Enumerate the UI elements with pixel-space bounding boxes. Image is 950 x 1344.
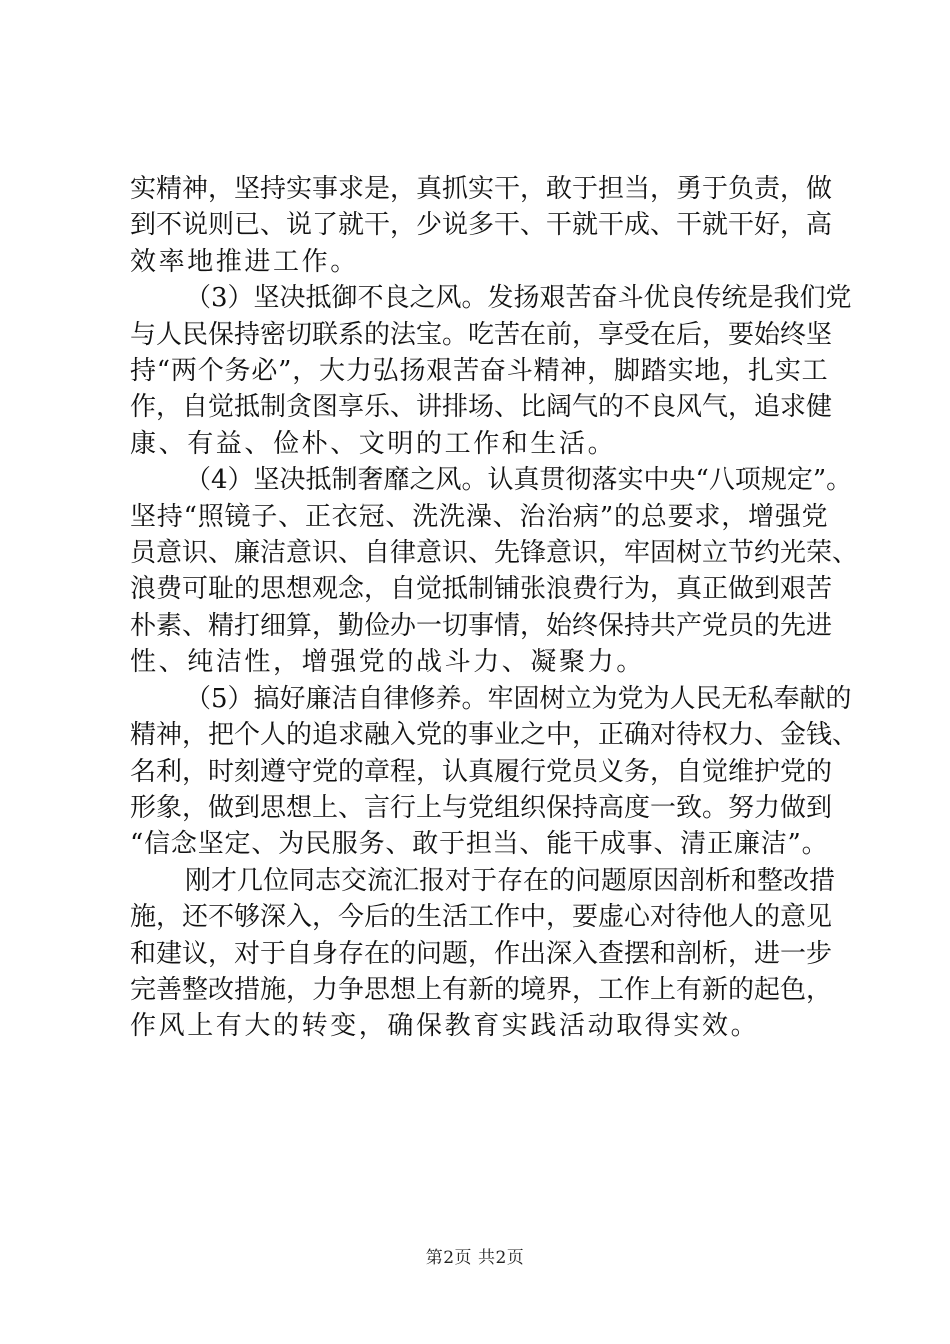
body-paragraph	[130, 462, 859, 680]
paragraph-line: 完善整改措施，力争思想上有新的境界，工作上有新的起色，	[130, 974, 833, 1005]
body-paragraph	[130, 171, 833, 280]
body-paragraph	[130, 280, 852, 462]
paragraph-line: 作，自觉抵制贪图享乐、讲排场、比阔气的不良风气，追求健	[130, 392, 833, 423]
paragraph-line: 浪费可耻的思想观念，自觉抵制铺张浪费行为，真正做到艰苦	[130, 574, 833, 605]
paragraph-line: （3）坚决抵御不良之风。发扬艰苦奋斗优良传统是我们党	[185, 283, 852, 314]
body-paragraph	[130, 681, 859, 863]
paragraph-line: 性、纯洁性，增强党的战斗力、凝聚力。	[130, 647, 645, 678]
paragraph-line: （4）坚决抵制奢靡之风。认真贯彻落实中央“八项规定”。	[185, 465, 853, 496]
paragraph-line: 形象，做到思想上、言行上与党组织保持高度一致。努力做到	[130, 792, 833, 823]
paragraph-line: 康、有益、俭朴、文明的工作和生活。	[130, 428, 617, 459]
paragraph-line: 实精神，坚持实事求是，真抓实干，敢于担当，勇于负责，做	[130, 174, 833, 204]
body-paragraph	[130, 863, 836, 1045]
paragraph-line: 效率地推进工作。	[130, 246, 359, 277]
paragraph-line: “信念坚定、为民服务、敢于担当、能干成事、清正廉洁”。	[130, 829, 829, 860]
page-footer: 第2页 共2页	[425, 1248, 525, 1268]
paragraph-line: 到不说则已、说了就干，少说多干、干就干成、干就干好，高	[130, 210, 833, 241]
paragraph-line: 精神，把个人的追求融入党的事业之中，正确对待权力、金钱、	[130, 720, 859, 751]
paragraph-line: 作风上有大的转变，确保教育实践活动取得实效。	[130, 1011, 760, 1042]
paragraph-line: （5）搞好廉洁自律修养。牢固树立为党为人民无私奉献的	[185, 683, 852, 714]
paragraph-line: 朴素、精打细算，勤俭办一切事情，始终保持共产党员的先进	[130, 610, 833, 641]
paragraph-line: 持“两个务必”，大力弘扬艰苦奋斗精神，脚踏实地，扎实工	[130, 356, 829, 387]
paragraph-line: 坚持“照镜子、正衣冠、洗洗澡、治治病”的总要求，增强党	[130, 501, 829, 532]
paragraph-line: 名利，时刻遵守党的章程，认真履行党员义务，自觉维护党的	[130, 756, 833, 787]
paragraph-line: 和建议，对于自身存在的问题，作出深入查摆和剖析，进一步	[130, 938, 833, 969]
paragraph-line: 员意识、廉洁意识、自律意识、先锋意识，牢固树立节约光荣、	[130, 538, 859, 569]
paragraph-line: 与人民保持密切联系的法宝。吃苦在前，享受在后，要始终坚	[130, 319, 833, 350]
document-body	[130, 171, 859, 1045]
paragraph-line: 施，还不够深入，今后的生活工作中，要虚心对待他人的意见	[130, 902, 833, 933]
paragraph-line: 刚才几位同志交流汇报对于存在的问题原因剖析和整改措	[185, 865, 836, 896]
